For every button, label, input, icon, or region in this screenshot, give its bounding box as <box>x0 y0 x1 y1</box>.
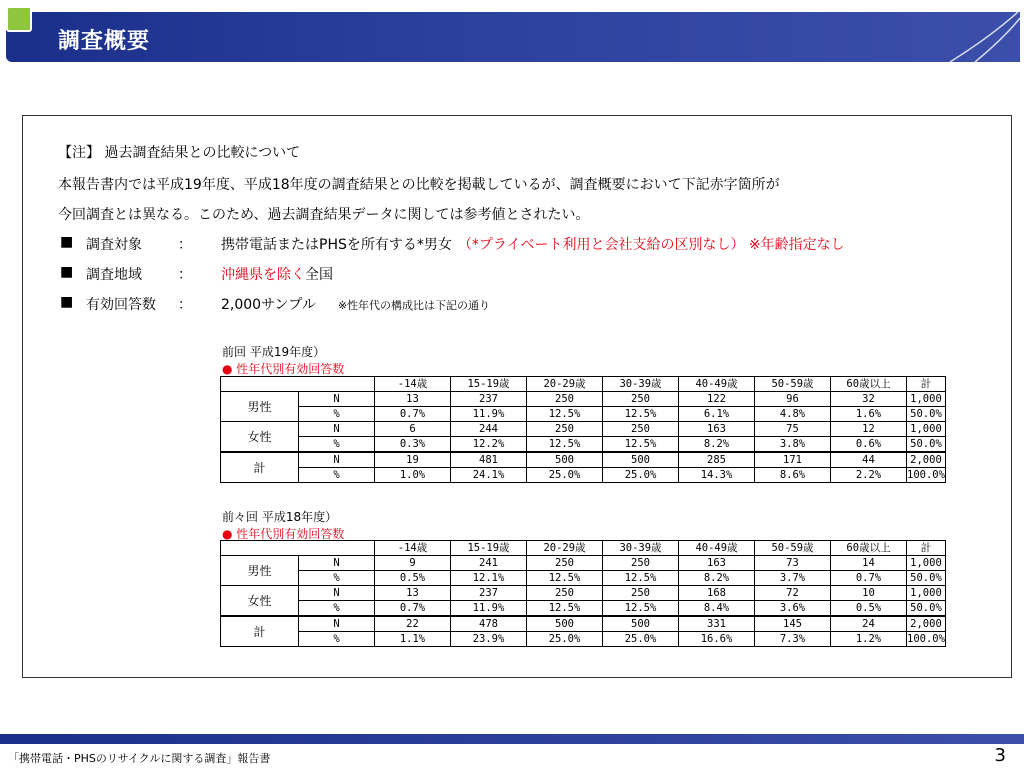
table-subtitle: ● 性年代別有効回答数 <box>222 362 345 376</box>
table-column-header: 計 <box>907 377 946 392</box>
table-cell: 6 <box>375 422 451 437</box>
item-bullet: ■ <box>60 264 74 280</box>
table-cell: 1,000 <box>907 556 946 571</box>
item-colon: ： <box>178 297 192 313</box>
table-column-header: 20-29歳 <box>527 541 603 556</box>
table-cell: 0.3% <box>375 437 451 453</box>
table-column-header: -14歳 <box>375 541 451 556</box>
item-value-row <box>221 264 333 284</box>
table-cell: 250 <box>603 556 679 571</box>
item-value-row <box>221 294 490 314</box>
table-cell: 50.0% <box>907 601 946 617</box>
table-cell: 14.3% <box>679 468 755 483</box>
table-cell: 25.0% <box>527 632 603 647</box>
item-extra: 全国 <box>305 267 333 283</box>
table-cell: 50.0% <box>907 437 946 453</box>
table-cell: 237 <box>451 392 527 407</box>
table-row <box>221 601 946 617</box>
table-row-kind: N <box>299 452 375 468</box>
table-cell: 163 <box>679 422 755 437</box>
table-row <box>221 452 946 468</box>
table-cell: 50.0% <box>907 407 946 422</box>
table-row <box>221 422 946 437</box>
footer-text: 「携帯電話・PHSのリサイクルに関する調査」報告書 <box>8 752 271 765</box>
table-cell: 8.2% <box>679 571 755 586</box>
table-cell: 12.5% <box>603 571 679 586</box>
table-cell: 3.7% <box>755 571 831 586</box>
table-column-header: 15-19歳 <box>451 541 527 556</box>
note-heading: 【注】 過去調査結果との比較について <box>58 145 301 161</box>
table-cell: 145 <box>755 616 831 632</box>
table-cell: 250 <box>527 556 603 571</box>
table-row-kind: % <box>299 571 375 586</box>
table-row-kind: % <box>299 601 375 617</box>
page-number: 3 <box>994 745 1006 766</box>
table-cell: 1.1% <box>375 632 451 647</box>
table-cell: 11.9% <box>451 407 527 422</box>
table-subtitle: ● 性年代別有効回答数 <box>222 527 345 541</box>
table-header-row <box>221 377 946 392</box>
table-row <box>221 556 946 571</box>
table-row <box>221 437 946 453</box>
table-cell: 8.6% <box>755 468 831 483</box>
table-cell: 12.1% <box>451 571 527 586</box>
table-group-label: 計 <box>221 616 299 647</box>
table-cell: 481 <box>451 452 527 468</box>
footer-bar <box>0 734 1024 744</box>
table-cell: 13 <box>375 392 451 407</box>
table-cell: 23.9% <box>451 632 527 647</box>
item-label: 調査対象 <box>86 237 142 253</box>
table-cell: 237 <box>451 586 527 601</box>
header-bar <box>6 12 1020 62</box>
table-column-header: 60歳以上 <box>831 377 907 392</box>
table-cell: 0.7% <box>831 571 907 586</box>
header-swoosh-icon <box>880 12 1020 62</box>
table-cell: 25.0% <box>603 468 679 483</box>
table-cell: 24.1% <box>451 468 527 483</box>
table-cell: 19 <box>375 452 451 468</box>
table-row <box>221 616 946 632</box>
table-row <box>221 571 946 586</box>
table-column-header: 40-49歳 <box>679 377 755 392</box>
table-cell: 12.5% <box>527 407 603 422</box>
table-cell: 12.5% <box>603 601 679 617</box>
table-column-header: 15-19歳 <box>451 377 527 392</box>
table-cell: 10 <box>831 586 907 601</box>
table-column-header: -14歳 <box>375 377 451 392</box>
table-row-kind: % <box>299 407 375 422</box>
table-row <box>221 632 946 647</box>
table-cell: 500 <box>527 616 603 632</box>
table-cell: 2,000 <box>907 616 946 632</box>
table-cell: 500 <box>603 452 679 468</box>
table-cell: 250 <box>603 586 679 601</box>
table-column-header: 計 <box>907 541 946 556</box>
item-label: 調査地域 <box>86 267 142 283</box>
table-row <box>221 586 946 601</box>
table-cell: 250 <box>603 392 679 407</box>
table-cell: 22 <box>375 616 451 632</box>
item-colon: ： <box>178 267 192 283</box>
item-bullet: ■ <box>60 234 74 250</box>
table-cell: 12.5% <box>527 571 603 586</box>
table-cell: 9 <box>375 556 451 571</box>
header-square-icon <box>6 6 32 32</box>
table-cell: 171 <box>755 452 831 468</box>
table-row-kind: N <box>299 586 375 601</box>
item-bullet: ■ <box>60 294 74 310</box>
table-column-header: 50-59歳 <box>755 377 831 392</box>
slide-header <box>0 0 1024 66</box>
table-column-header: 20-29歳 <box>527 377 603 392</box>
table-cell: 73 <box>755 556 831 571</box>
table-cell: 331 <box>679 616 755 632</box>
table-cell: 25.0% <box>603 632 679 647</box>
table-cell: 0.6% <box>831 437 907 453</box>
item-colon: ： <box>178 237 192 253</box>
table-row-kind: % <box>299 468 375 483</box>
table-cell: 6.1% <box>679 407 755 422</box>
table-cell: 163 <box>679 556 755 571</box>
table-cell: 1,000 <box>907 392 946 407</box>
table-cell: 12.2% <box>451 437 527 453</box>
table-group-label: 女性 <box>221 586 299 617</box>
table-cell: 241 <box>451 556 527 571</box>
item-value-row <box>221 234 845 254</box>
table-cell: 7.3% <box>755 632 831 647</box>
table-cell: 11.9% <box>451 601 527 617</box>
table-cell: 168 <box>679 586 755 601</box>
table-row-kind: N <box>299 422 375 437</box>
table-group-label: 男性 <box>221 392 299 422</box>
table-cell: 13 <box>375 586 451 601</box>
table-cell: 12.5% <box>603 437 679 453</box>
table-cell: 3.6% <box>755 601 831 617</box>
table-cell: 12.5% <box>527 437 603 453</box>
table-group-label: 女性 <box>221 422 299 453</box>
table-row-kind: % <box>299 632 375 647</box>
table-cell: 2,000 <box>907 452 946 468</box>
table-cell: 0.5% <box>375 571 451 586</box>
item-value: 携帯電話またはPHSを所有する*男女 <box>221 237 452 253</box>
table-group-label: 男性 <box>221 556 299 586</box>
table-cell: 250 <box>527 586 603 601</box>
item-value: 2,000サンプル <box>221 297 316 313</box>
table-cell: 14 <box>831 556 907 571</box>
table-column-header: 30-39歳 <box>603 377 679 392</box>
table-cell: 100.0% <box>907 469 945 481</box>
table-cell: 0.7% <box>375 601 451 617</box>
table-cell: 0.5% <box>831 601 907 617</box>
table-cell: 0.7% <box>375 407 451 422</box>
table-cell: 1.0% <box>375 468 451 483</box>
table-cell: 16.6% <box>679 632 755 647</box>
table-cell: 478 <box>451 616 527 632</box>
table-corner-cell <box>221 541 375 556</box>
table-cell: 250 <box>527 422 603 437</box>
table-row-kind: % <box>299 437 375 453</box>
table-cell: 8.4% <box>679 601 755 617</box>
table-cell: 32 <box>831 392 907 407</box>
table-corner-cell <box>221 377 375 392</box>
table-column-header: 40-49歳 <box>679 541 755 556</box>
table-period-label: 前々回 平成18年度） <box>222 510 338 524</box>
table-cell: 2.2% <box>831 468 907 483</box>
page-title: 調査概要 <box>58 29 151 54</box>
table-row-kind: N <box>299 616 375 632</box>
note-paragraph-1: 本報告書内では平成19年度、平成18年度の調査結果との比較を掲載しているが、調査概要において下記赤字箇所が <box>58 177 780 193</box>
table-cell: 1.2% <box>831 632 907 647</box>
item-red-note: 沖縄県を除く <box>221 267 305 283</box>
sample-count-table <box>220 540 946 647</box>
table-row <box>221 468 946 483</box>
table-period-label: 前回 平成19年度） <box>222 345 326 359</box>
table-cell: 244 <box>451 422 527 437</box>
table-row-kind: N <box>299 556 375 571</box>
table-cell: 500 <box>527 452 603 468</box>
table-cell: 1.6% <box>831 407 907 422</box>
table-cell: 44 <box>831 452 907 468</box>
table-cell: 12.5% <box>603 407 679 422</box>
table-cell: 285 <box>679 452 755 468</box>
table-cell: 250 <box>527 392 603 407</box>
table-column-header: 60歳以上 <box>831 541 907 556</box>
table-cell: 72 <box>755 586 831 601</box>
table-row <box>221 392 946 407</box>
table-cell: 12.5% <box>527 601 603 617</box>
table-row <box>221 407 946 422</box>
table-group-label: 計 <box>221 452 299 483</box>
table-cell: 100.0% <box>907 633 945 645</box>
table-cell: 4.8% <box>755 407 831 422</box>
table-row-kind: N <box>299 392 375 407</box>
table-column-header: 50-59歳 <box>755 541 831 556</box>
table-cell: 75 <box>755 422 831 437</box>
table-cell: 250 <box>603 422 679 437</box>
sample-count-table <box>220 376 946 483</box>
table-column-header: 30-39歳 <box>603 541 679 556</box>
table-cell: 8.2% <box>679 437 755 453</box>
table-cell: 24 <box>831 616 907 632</box>
item-label: 有効回答数 <box>86 297 156 313</box>
table-cell: 500 <box>603 616 679 632</box>
item-extra: ※性年代の構成比は下記の通り <box>337 299 491 312</box>
table-cell: 12 <box>831 422 907 437</box>
table-cell: 96 <box>755 392 831 407</box>
table-header-row <box>221 541 946 556</box>
note-paragraph-2: 今回調査とは異なる。このため、過去調査結果データに関しては参考値とされたい。 <box>58 207 590 223</box>
table-cell: 1,000 <box>907 586 946 601</box>
table-cell: 122 <box>679 392 755 407</box>
table-cell: 50.0% <box>907 571 946 586</box>
table-cell: 3.8% <box>755 437 831 453</box>
item-red-note: （*プライベート利用と会社支給の区別なし） ※年齢指定なし <box>457 237 845 253</box>
table-cell: 1,000 <box>907 422 946 437</box>
table-cell: 25.0% <box>527 468 603 483</box>
